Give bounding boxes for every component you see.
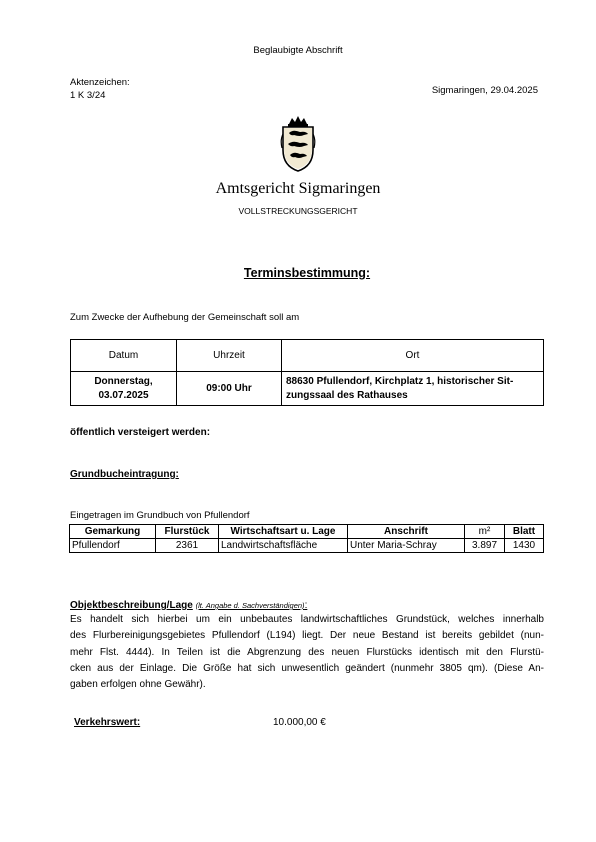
file-number-label: Aktenzeichen:	[70, 77, 130, 88]
land-register-heading: Grundbucheintragung:	[70, 469, 179, 480]
header-date: Datum	[71, 340, 177, 372]
object-heading-line	[70, 600, 307, 611]
appointment-table	[70, 339, 544, 406]
col-flurstueck: Flurstück	[156, 525, 219, 539]
intro-text: Zum Zwecke der Aufhebung der Gemeinschaft soll am	[70, 312, 300, 323]
appointment-row	[71, 372, 544, 406]
col-gemarkung: Gemarkung	[70, 525, 156, 539]
land-register-table	[69, 524, 544, 553]
col-wirtschaftsart: Wirtschaftsart u. Lage	[219, 525, 348, 539]
object-heading: Objektbeschreibung/Lage	[70, 600, 193, 611]
file-number: 1 K 3/24	[70, 90, 106, 101]
document-title: Terminsbestimmung:	[243, 266, 371, 280]
cell-blatt: 1430	[505, 539, 544, 553]
object-line-3: mehr Flst. 4444). In Teilen ist die Abgrenzung des neuen Flurstücks identisch mit den Flurstü-	[70, 646, 544, 658]
col-area: m²	[465, 525, 505, 539]
appointment-location	[282, 372, 544, 406]
cell-gemarkung: Pfullendorf	[70, 539, 156, 553]
object-line-5: gaben erfolgen ohne Gewähr).	[70, 679, 206, 691]
land-register-caption: Eingetragen im Grundbuch von Pfullendorf	[70, 510, 250, 521]
coat-of-arms-icon	[280, 114, 316, 172]
object-line-4: cken aus der Einlage. Die Größe hat sich unwesentlich geändert (nunmehr 3805 qm). (Diese An-	[70, 662, 544, 674]
cell-area: 3.897	[465, 539, 505, 553]
place-date: Sigmaringen, 29.04.2025	[431, 85, 538, 96]
market-value-label: Verkehrswert:	[74, 717, 141, 728]
location-line-1: 88630 Pfullendorf, Kirchplatz 1, historischer Sit-	[286, 375, 514, 387]
object-description	[70, 612, 544, 693]
certified-copy-label: Beglaubigte Abschrift	[253, 45, 343, 56]
cell-wirtschaftsart: Landwirtschaftsfläche	[219, 539, 348, 553]
object-heading-note: (lt. Angabe d. Sachverständigen)	[195, 601, 305, 610]
court-name-part1: Amtsgericht	[215, 180, 295, 197]
object-line-1: Es handelt sich hierbei um ein unbebautes landwirtschaftliches Grundstück, welches innerhalb	[70, 614, 544, 625]
court-name-part2: Sigmaringen	[298, 180, 381, 197]
market-value: 10.000,00 €	[273, 717, 326, 728]
col-anschrift: Anschrift	[348, 525, 465, 539]
appointment-header-row	[71, 340, 544, 372]
header-time: Uhrzeit	[177, 340, 282, 372]
appointment-time: 09:00 Uhr	[177, 372, 282, 406]
court-name	[0, 180, 596, 198]
object-heading-colon: :	[304, 600, 308, 611]
appointment-weekday: Donnerstag,	[94, 375, 153, 387]
appointment-date	[71, 372, 177, 406]
object-line-2: des Flurbereinigungsgebietes Pfullendorf (L194) liegt. Der neue Bestand ist bereits gebildet (nun-	[70, 630, 544, 642]
location-line-2: zungssaal des Rathauses	[286, 389, 408, 401]
court-department: VOLLSTRECKUNGSGERICHT	[238, 206, 358, 216]
land-register-header-row	[70, 525, 544, 539]
cell-anschrift: Unter Maria-Schray	[348, 539, 465, 553]
auction-text: öffentlich versteigert werden:	[70, 427, 211, 438]
table-row	[70, 539, 544, 553]
header-location: Ort	[282, 340, 544, 372]
col-blatt: Blatt	[505, 525, 544, 539]
appointment-date-value: 03.07.2025	[98, 389, 149, 401]
cell-flurstueck: 2361	[156, 539, 219, 553]
